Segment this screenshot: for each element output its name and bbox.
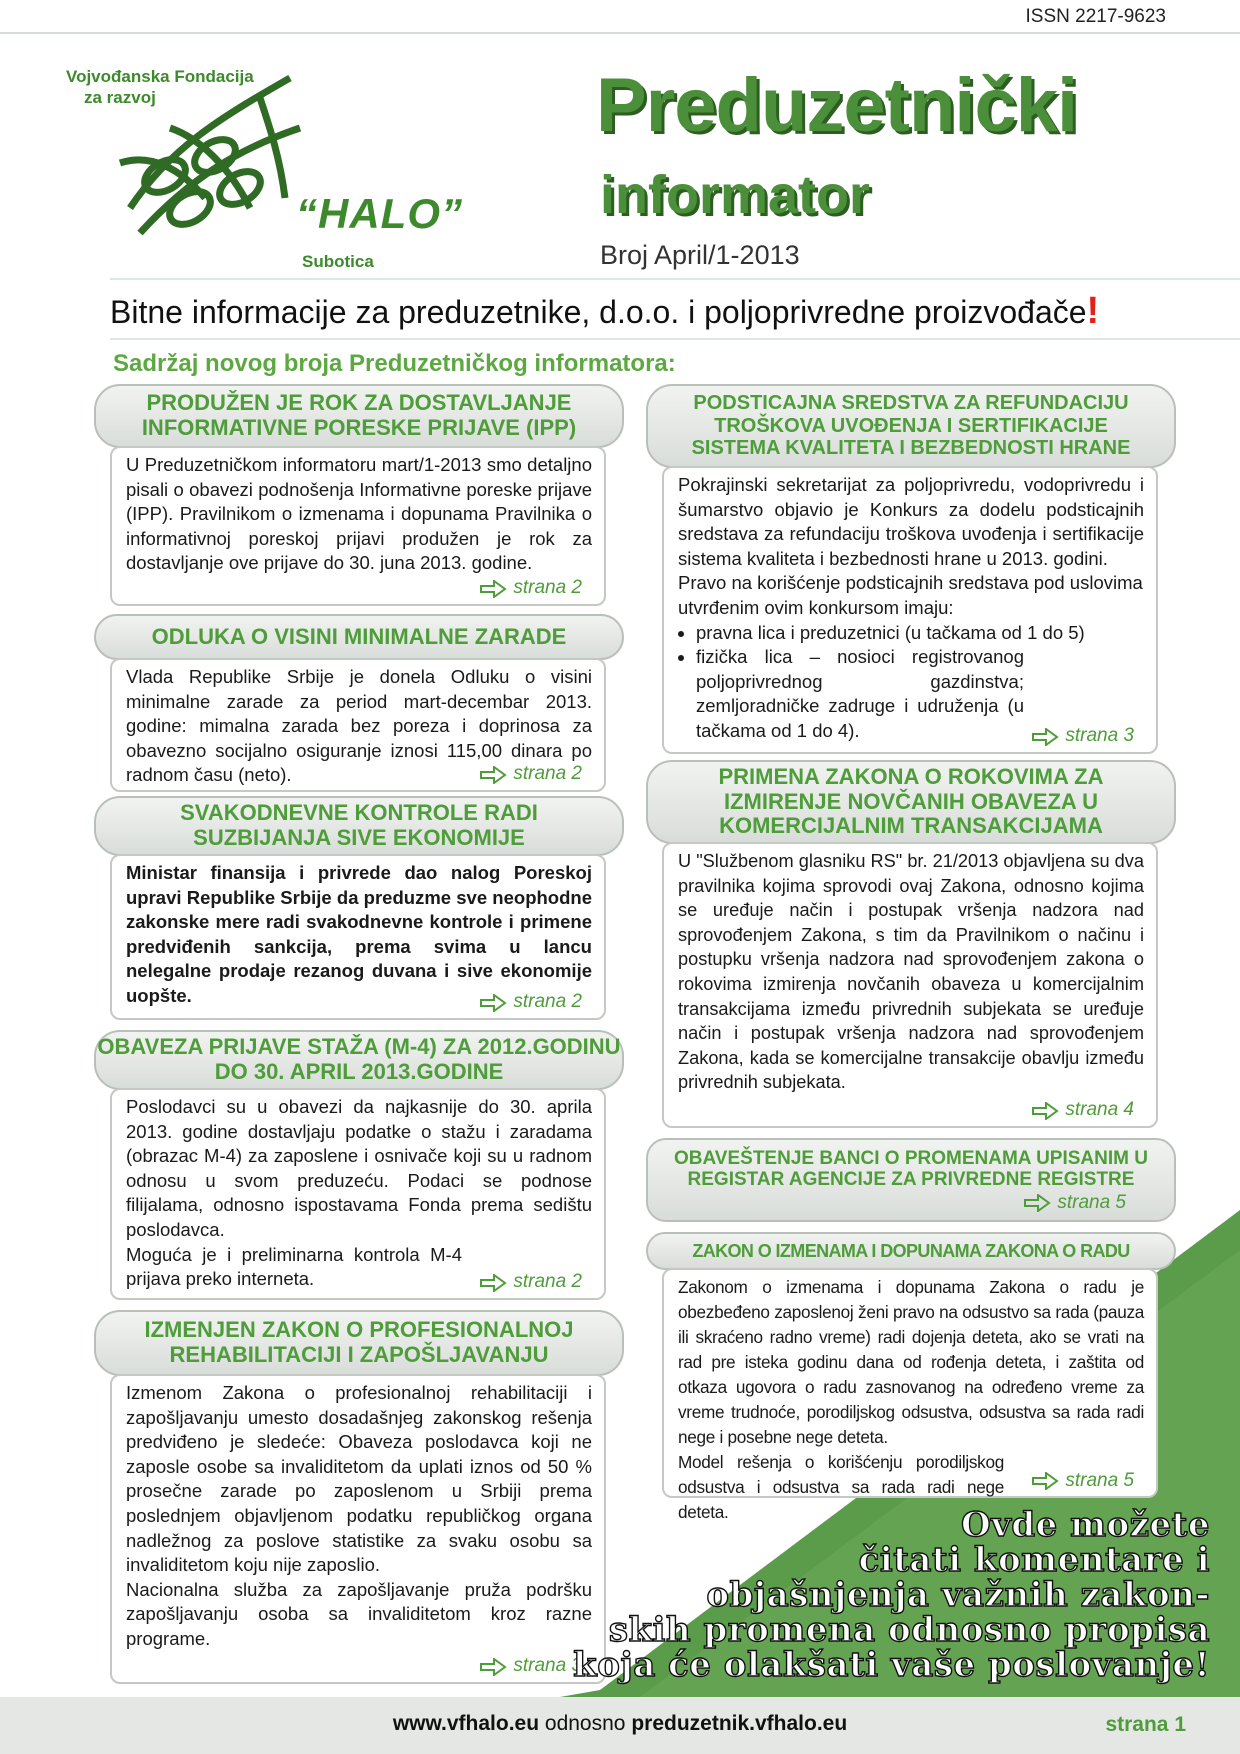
page-link[interactable]: strana 3	[479, 1654, 582, 1679]
masthead-subtitle: informator	[600, 165, 870, 225]
article-body: Izmenom Zakona o profesionalnoj rehabilitaciji i zapošljavanju umesto dosadašnjeg zakonskog rešenja predviđeno je sledeće: Obaveza poslodavca koji ne zaposle osobe sa invaliditetom da uplati iznos od 50 % prosečne zarade po zaposlenom u Srbiji prema poslednjem objavljenom podatku republičkog organa nadležnog za poslove statistike za svaku osobu sa invaliditetom koju nije zaposlio. Nacionalna služba za zapošljavanje pruža podršku zapošljavanju osoba sa invaliditetom kroz razne programe. strana 3	[110, 1374, 606, 1684]
arrow-right-icon	[1023, 1194, 1051, 1212]
article-title[interactable]: PODSTICAJNA SREDSTVA ZA REFUNDACIJU TROŠKOVA UVOĐENJA I SERTIFIKACIJE SISTEMA KVALITETA I BEZBEDNOSTI HRANE	[646, 384, 1176, 468]
page-link[interactable]: strana 4	[1031, 1098, 1134, 1123]
arrow-right-icon	[479, 580, 507, 598]
page-link[interactable]: strana 5	[1031, 1468, 1134, 1493]
divider	[110, 278, 1240, 280]
page-link[interactable]: strana 2	[479, 576, 582, 601]
website-link[interactable]: www.vfhalo.eu	[392, 1712, 540, 1735]
arrow-right-icon	[1031, 1472, 1059, 1490]
article-body: U "Službenom glasniku RS" br. 21/2013 objavljena su dva pravilnika kojima sprovodi ovaj Zakona, odnosno kojima se uređuje način i postupak vršenja nadzora nad sprovođenjem Zakona, s tim da Pravilnikom o načinu i postupku vršenja nadzora nad sprovođenjem zakona o rokovima izmirenja novčanih obaveza u komercijalnim transakcijama između privrednih subjekata se uređuje način i postupak vršenja nadzora nad sprovođenjem Zakona, kada se komercijalne transakcije obavlju između privrednih subjekata. strana 4	[662, 842, 1158, 1128]
logo-city: Subotica	[302, 252, 374, 271]
article-title[interactable]: IZMENJEN ZAKON O PROFESIONALNOJ REHABILITACIJI I ZAPOŠLJAVANJU	[94, 1310, 624, 1376]
article-title[interactable]: ZAKON O IZMENAMA I DOPUNAMA ZAKONA O RADU	[646, 1232, 1176, 1270]
issue-number: Broj April/1-2013	[600, 240, 800, 270]
article-payment-deadlines[interactable]	[646, 760, 1176, 1128]
article-title[interactable]: PRODUŽEN JE ROK ZA DOSTAVLJANJE INFORMATIVNE PORESKE PRIJAVE (IPP)	[94, 384, 624, 448]
article-title[interactable]: SVAKODNEVNE KONTROLE RADI SUZBIJANJA SIVE EKONOMIJE	[94, 796, 624, 856]
logo-halo: “HALO”	[296, 190, 463, 237]
article-title[interactable]: OBAVEŠTENJE BANCI O PROMENAMA UPISANIM U REGISTAR AGENCIJE ZA PRIVREDNE REGISTRE	[646, 1138, 1176, 1222]
footer-links: www.vfhalo.eu odnosno preduzetnik.vfhalo.eu	[392, 1712, 848, 1735]
eligibility-list: • pravna lica i preduzetnici (u tačkama od 1 do 5) • fizička lica – nosioci registrovanog poljoprivrednog gazdinstva; zemljoradničke zadruge i udruženja (u tačkama od 1 do 4).	[678, 621, 1144, 744]
article-labour-law[interactable]	[646, 1232, 1176, 1522]
arrow-right-icon	[1031, 728, 1059, 746]
issn: ISSN 2217-9623	[1025, 6, 1166, 27]
toc-title: Sadržaj novog broja Preduzetničkog informatora:	[113, 350, 676, 377]
article-body: Ministar finansija i privrede dao nalog Poreskoj upravi Republike Srbije da preduzme sve neophodne zakonske mere radi svakodnevne kontrole i primene predviđenih sankcija, prema svima u lancu nelegalne prodaje rezanog duvana i sive ekonomije uopšte. strana 2	[110, 854, 606, 1020]
page-link[interactable]: strana 5	[1023, 1192, 1126, 1214]
page-number: strana 1	[1105, 1713, 1186, 1736]
tagline: Bitne informacije za preduzetnike, d.o.o. i poljoprivredne proizvođače!	[110, 290, 1100, 332]
article-body: U Preduzetničkom informatoru mart/1-2013 smo detaljno pisali o obavezi podnošenja Informativne poreske prijave (IPP). Pravilnikom o izmenama i dopunama Pravilnika o informativnoj poreskoj prijavi produžen je rok za dostavljanje ove prijave do 30. juna 2013. godine. strana 2	[110, 446, 606, 606]
page-link[interactable]: strana 2	[479, 1270, 582, 1295]
page-link[interactable]: strana 3	[1031, 724, 1134, 749]
divider	[110, 338, 1240, 340]
arrow-right-icon	[1031, 1102, 1059, 1120]
article-title[interactable]: PRIMENA ZAKONA O ROKOVIMA ZA IZMIRENJE NOVČANIH OBAVEZA U KOMERCIJALNIM TRANSAKCIJAMA	[646, 760, 1176, 844]
arrow-right-icon	[479, 1658, 507, 1676]
article-body: Poslodavci su u obavezi da najkasnije do 30. aprila 2013. godine dostavljaju podatke o stažu i zaradama (obrazac M-4) za zaposlene i osnivače koji su u radnom odnosu u svom preduzeću. Podaci se podnose filijalama, odnosno ispostavama Fonda prema sedištu poslodavca. Moguća je i preliminarna kontrola M-4 prijava preko interneta. strana 2	[110, 1088, 606, 1300]
article-m4[interactable]	[94, 1030, 624, 1300]
page-link[interactable]: strana 2	[479, 762, 582, 787]
article-grey-economy[interactable]	[94, 796, 624, 1020]
arrow-right-icon	[479, 1274, 507, 1292]
article-minimal-wage[interactable]	[94, 614, 624, 792]
masthead-title: Preduzetnički	[596, 63, 1078, 148]
article-ipp[interactable]	[94, 384, 624, 606]
article-bank-notice[interactable]	[646, 1138, 1176, 1222]
arrow-right-icon	[479, 766, 507, 784]
portal-link[interactable]: preduzetnik.vfhalo.eu	[631, 1712, 848, 1735]
article-body: Zakonom o izmenama i dopunama Zakona o radu je obezbeđeno zaposlenoj ženi pravo na odsustvo sa rada (pauza ili skraćeno radno vreme) radi dojenja deteta, ako se vrati na rad pre isteka godinu dana od rođenja deteta, i zaštita od otkaza ugovora o radu zasnovanog na određeno vreme za vreme trudnoće, porodiljskog odsustva, odsustva sa rada radi nege i posebne nege deteta. Model rešenja o korišćenju porodiljskog odsustva i odsustva sa rada radi nege deteta. strana 5	[662, 1268, 1158, 1498]
article-title[interactable]: ODLUKA O VISINI MINIMALNE ZARADE	[94, 614, 624, 660]
article-body: Vlada Republike Srbije je donela Odluku o visini minimalne zarade za period mart-decembar 2013. godine: mimalna zarada bez poreza i doprinosa za obavezno socijalno osiguranje iznosi 115,00 dinara po radnom času (neto). strana 2	[110, 658, 606, 792]
top-rule	[0, 32, 1240, 34]
arrow-right-icon	[479, 994, 507, 1012]
article-rehabilitation[interactable]	[94, 1310, 624, 1684]
article-body: Pokrajinski sekretarijat za poljoprivredu, vodoprivredu i šumarstvo objavio je Konkurs za dodelu podsticajnih sredstava za refundaciju troškova uvođenja i sertifikacije sistema kvaliteta i bezbednosti hrane u 2013. godini. Pravo na korišćenje podsticajnih sredstava pod uslovima utvrđenim ovim konkursom imaju: • pravna lica i preduzetnici (u tačkama od 1 do 5) • fizička lica – nosioci registrovanog poljoprivrednog gazdinstva; zemljoradničke zadruge i udruženja (u tačkama od 1 do 4). strana 3	[662, 466, 1158, 754]
page-link[interactable]: strana 2	[479, 990, 582, 1015]
article-title[interactable]: OBAVEZA PRIJAVE STAŽA (M-4) ZA 2012.GODINU DO 30. APRIL 2013.GODINE	[94, 1030, 624, 1090]
promo-message: Ovde možete čitati komentare i objašnjenja važnih zakon- skih promena odnosno propisa koja će olakšati vaše poslovanje!	[573, 1505, 1210, 1685]
logo-organization: Vojvođanska Fondacija za razvoj	[66, 67, 254, 107]
article-subsidies[interactable]	[646, 384, 1176, 754]
